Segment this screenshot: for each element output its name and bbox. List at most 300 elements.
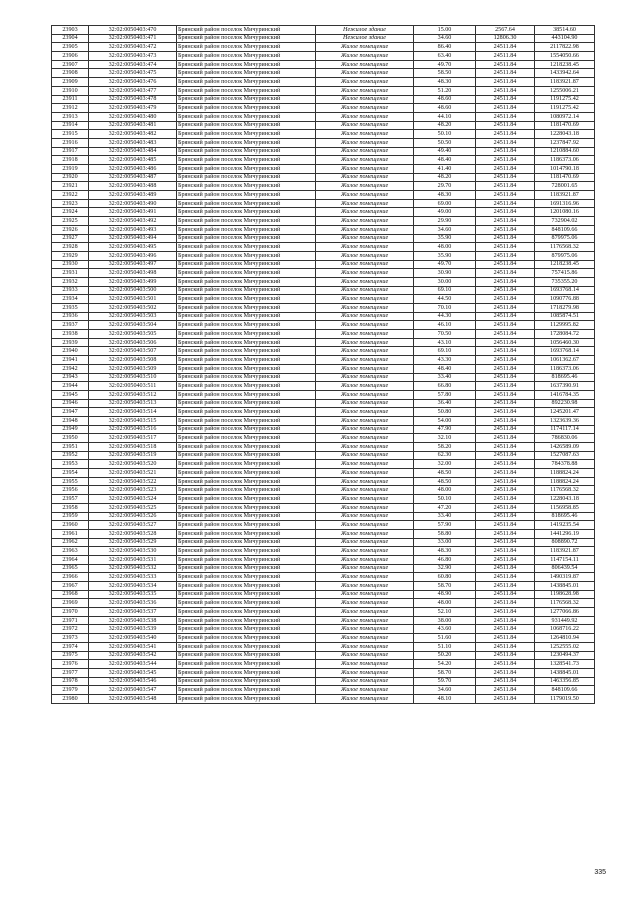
row-number-cell: 23952: [52, 451, 89, 460]
cadastral-value-cell: 1179019.50: [535, 694, 595, 703]
row-number-cell: 23938: [52, 330, 89, 339]
cadastral-number-cell: 32:02:0050403:474: [89, 60, 177, 69]
specific-value-cell: 24511.84: [476, 634, 535, 643]
specific-value-cell: 24511.84: [476, 138, 535, 147]
table-row: [52, 260, 595, 269]
area-cell: 32.00: [414, 460, 476, 469]
address-cell: Брянский район поселок Мичуринский: [177, 321, 316, 330]
table-row: [52, 668, 595, 677]
cadastral-value-cell: 1147154.11: [535, 555, 595, 564]
row-number-cell: 23943: [52, 373, 89, 382]
cadastral-value-cell: 1183921.87: [535, 547, 595, 556]
cadastral-number-cell: 32:02:0050403:522: [89, 477, 177, 486]
object-type-cell: Жилое помещение: [316, 451, 414, 460]
cadastral-value-cell: 1230494.37: [535, 651, 595, 660]
row-number-cell: 23974: [52, 642, 89, 651]
specific-value-cell: 24511.84: [476, 330, 535, 339]
table-row: [52, 590, 595, 599]
address-cell: Брянский район поселок Мичуринский: [177, 686, 316, 695]
specific-value-cell: 24511.84: [476, 486, 535, 495]
row-number-cell: 23980: [52, 694, 89, 703]
specific-value-cell: 24511.84: [476, 382, 535, 391]
row-number-cell: 23924: [52, 208, 89, 217]
cadastral-number-cell: 32:02:0050403:493: [89, 225, 177, 234]
area-cell: 30.90: [414, 269, 476, 278]
cadastral-number-cell: 32:02:0050403:502: [89, 304, 177, 313]
object-type-cell: Жилое помещение: [316, 573, 414, 582]
table-row: [52, 399, 595, 408]
row-number-cell: 23963: [52, 547, 89, 556]
specific-value-cell: 24511.84: [476, 625, 535, 634]
table-row: [52, 582, 595, 591]
table-row: [52, 321, 595, 330]
specific-value-cell: 24511.84: [476, 43, 535, 52]
cadastral-number-cell: 32:02:0050403:478: [89, 95, 177, 104]
cadastral-value-cell: 848109.66: [535, 225, 595, 234]
row-number-cell: 23978: [52, 677, 89, 686]
table-row: [52, 26, 595, 35]
address-cell: Брянский район поселок Мичуринский: [177, 660, 316, 669]
cadastral-value-cell: 1255006.21: [535, 86, 595, 95]
object-type-cell: Жилое помещение: [316, 217, 414, 226]
address-cell: Брянский район поселок Мичуринский: [177, 199, 316, 208]
cadastral-number-cell: 32:02:0050403:544: [89, 660, 177, 669]
cadastral-number-cell: 32:02:0050403:483: [89, 138, 177, 147]
cadastral-number-cell: 32:02:0050403:527: [89, 521, 177, 530]
area-cell: 46.10: [414, 321, 476, 330]
area-cell: 48.30: [414, 78, 476, 87]
object-type-cell: Жилое помещение: [316, 390, 414, 399]
object-type-cell: Жилое помещение: [316, 686, 414, 695]
area-cell: 70.10: [414, 304, 476, 313]
table-row: [52, 147, 595, 156]
area-cell: 58.70: [414, 668, 476, 677]
object-type-cell: Жилое помещение: [316, 69, 414, 78]
cadastral-number-cell: 32:02:0050403:517: [89, 434, 177, 443]
row-number-cell: 23927: [52, 234, 89, 243]
cadastral-number-cell: 32:02:0050403:528: [89, 529, 177, 538]
address-cell: Брянский район поселок Мичуринский: [177, 243, 316, 252]
cadastral-value-cell: 38514.60: [535, 26, 595, 35]
area-cell: 60.80: [414, 573, 476, 582]
row-number-cell: 23929: [52, 251, 89, 260]
address-cell: Брянский район поселок Мичуринский: [177, 269, 316, 278]
cadastral-number-cell: 32:02:0050403:520: [89, 460, 177, 469]
cadastral-value-cell: 1210884.60: [535, 147, 595, 156]
address-cell: Брянский район поселок Мичуринский: [177, 208, 316, 217]
cadastral-value-cell: 1191275.42: [535, 104, 595, 113]
area-cell: 49.70: [414, 260, 476, 269]
cadastral-number-cell: 32:02:0050403:540: [89, 634, 177, 643]
table-row: [52, 243, 595, 252]
cadastral-value-cell: 1191275.42: [535, 95, 595, 104]
address-cell: Брянский район поселок Мичуринский: [177, 43, 316, 52]
table-row: [52, 338, 595, 347]
object-type-cell: Жилое помещение: [316, 269, 414, 278]
cadastral-number-cell: 32:02:0050403:519: [89, 451, 177, 460]
specific-value-cell: 24511.84: [476, 590, 535, 599]
row-number-cell: 23932: [52, 277, 89, 286]
specific-value-cell: 24511.84: [476, 564, 535, 573]
row-number-cell: 23935: [52, 304, 89, 313]
specific-value-cell: 24511.84: [476, 199, 535, 208]
area-cell: 51.10: [414, 642, 476, 651]
cadastral-value-cell: 1186373.06: [535, 364, 595, 373]
address-cell: Брянский район поселок Мичуринский: [177, 538, 316, 547]
cadastral-number-cell: 32:02:0050403:490: [89, 199, 177, 208]
table-row: [52, 390, 595, 399]
specific-value-cell: 24511.84: [476, 677, 535, 686]
cadastral-value-cell: 1328541.73: [535, 660, 595, 669]
area-cell: 47.20: [414, 503, 476, 512]
cadastral-value-cell: 1174117.14: [535, 425, 595, 434]
specific-value-cell: 24511.84: [476, 555, 535, 564]
row-number-cell: 23969: [52, 599, 89, 608]
cadastral-value-cell: 1181470.69: [535, 173, 595, 182]
area-cell: 50.80: [414, 408, 476, 417]
cadastral-value-cell: 1188824.24: [535, 477, 595, 486]
cadastral-number-cell: 32:02:0050403:539: [89, 625, 177, 634]
cadastral-value-cell: 735355.20: [535, 277, 595, 286]
table-row: [52, 312, 595, 321]
table-row: [52, 503, 595, 512]
cadastral-value-cell: 1218238.45: [535, 260, 595, 269]
cadastral-number-cell: 32:02:0050403:484: [89, 147, 177, 156]
specific-value-cell: 24511.84: [476, 616, 535, 625]
row-number-cell: 23961: [52, 529, 89, 538]
cadastral-number-cell: 32:02:0050403:497: [89, 260, 177, 269]
specific-value-cell: 24511.84: [476, 225, 535, 234]
table-row: [52, 182, 595, 191]
table-row: [52, 86, 595, 95]
cadastral-value-cell: 879975.06: [535, 234, 595, 243]
area-cell: 32.90: [414, 564, 476, 573]
specific-value-cell: 24511.84: [476, 582, 535, 591]
area-cell: 66.80: [414, 382, 476, 391]
specific-value-cell: 24511.84: [476, 425, 535, 434]
cadastral-number-cell: 32:02:0050403:510: [89, 373, 177, 382]
row-number-cell: 23906: [52, 52, 89, 61]
specific-value-cell: 24511.84: [476, 338, 535, 347]
cadastral-number-cell: 32:02:0050403:516: [89, 425, 177, 434]
table-row: [52, 382, 595, 391]
cadastral-number-cell: 32:02:0050403:507: [89, 347, 177, 356]
address-cell: Брянский район поселок Мичуринский: [177, 78, 316, 87]
object-type-cell: Жилое помещение: [316, 338, 414, 347]
object-type-cell: Жилое помещение: [316, 182, 414, 191]
cadastral-value-table: [51, 25, 595, 704]
address-cell: Брянский район поселок Мичуринский: [177, 260, 316, 269]
specific-value-cell: 24511.84: [476, 660, 535, 669]
table-row: [52, 373, 595, 382]
row-number-cell: 23908: [52, 69, 89, 78]
cadastral-value-cell: 1181470.69: [535, 121, 595, 130]
area-cell: 86.40: [414, 43, 476, 52]
cadastral-number-cell: 32:02:0050403:541: [89, 642, 177, 651]
object-type-cell: Жилое помещение: [316, 356, 414, 365]
row-number-cell: 23950: [52, 434, 89, 443]
object-type-cell: Жилое помещение: [316, 599, 414, 608]
address-cell: Брянский район поселок Мичуринский: [177, 373, 316, 382]
table-row: [52, 599, 595, 608]
area-cell: 38.00: [414, 616, 476, 625]
cadastral-number-cell: 32:02:0050403:501: [89, 295, 177, 304]
cadastral-value-cell: 808890.72: [535, 538, 595, 547]
row-number-cell: 23904: [52, 34, 89, 43]
area-cell: 34.60: [414, 34, 476, 43]
object-type-cell: Жилое помещение: [316, 416, 414, 425]
cadastral-value-cell: 1323639.36: [535, 416, 595, 425]
table-row: [52, 686, 595, 695]
address-cell: Брянский район поселок Мичуринский: [177, 477, 316, 486]
address-cell: Брянский район поселок Мичуринский: [177, 512, 316, 521]
specific-value-cell: 24511.84: [476, 112, 535, 121]
cadastral-value-cell: 1426589.09: [535, 443, 595, 452]
table-row: [52, 112, 595, 121]
specific-value-cell: 24511.84: [476, 217, 535, 226]
cadastral-value-cell: 1554050.66: [535, 52, 595, 61]
object-type-cell: Жилое помещение: [316, 503, 414, 512]
table-row: [52, 330, 595, 339]
area-cell: 48.30: [414, 191, 476, 200]
cadastral-value-cell: 1637390.91: [535, 382, 595, 391]
address-cell: Брянский район поселок Мичуринский: [177, 642, 316, 651]
area-cell: 49.40: [414, 147, 476, 156]
table-row: [52, 43, 595, 52]
area-cell: 49.00: [414, 208, 476, 217]
area-cell: 35.90: [414, 251, 476, 260]
table-row: [52, 451, 595, 460]
row-number-cell: 23972: [52, 625, 89, 634]
cadastral-value-cell: 1264810.94: [535, 634, 595, 643]
address-cell: Брянский район поселок Мичуринский: [177, 434, 316, 443]
object-type-cell: Нежилое здание: [316, 34, 414, 43]
row-number-cell: 23951: [52, 443, 89, 452]
object-type-cell: Жилое помещение: [316, 78, 414, 87]
specific-value-cell: 24511.84: [476, 347, 535, 356]
address-cell: Брянский район поселок Мичуринский: [177, 555, 316, 564]
cadastral-value-cell: 818695.46: [535, 373, 595, 382]
cadastral-number-cell: 32:02:0050403:509: [89, 364, 177, 373]
row-number-cell: 23958: [52, 503, 89, 512]
cadastral-number-cell: 32:02:0050403:537: [89, 608, 177, 617]
cadastral-number-cell: 32:02:0050403:470: [89, 26, 177, 35]
specific-value-cell: 24511.84: [476, 251, 535, 260]
address-cell: Брянский район поселок Мичуринский: [177, 668, 316, 677]
cadastral-number-cell: 32:02:0050403:515: [89, 416, 177, 425]
specific-value-cell: 24511.84: [476, 694, 535, 703]
row-number-cell: 23954: [52, 469, 89, 478]
cadastral-number-cell: 32:02:0050403:485: [89, 156, 177, 165]
table-row: [52, 634, 595, 643]
area-cell: 50.50: [414, 138, 476, 147]
area-cell: 54.00: [414, 416, 476, 425]
address-cell: Брянский район поселок Мичуринский: [177, 564, 316, 573]
table-row: [52, 538, 595, 547]
object-type-cell: Жилое помещение: [316, 590, 414, 599]
table-row: [52, 364, 595, 373]
cadastral-value-cell: 1068716.22: [535, 625, 595, 634]
object-type-cell: Жилое помещение: [316, 512, 414, 521]
cadastral-value-cell: 1056460.30: [535, 338, 595, 347]
area-cell: 48.00: [414, 599, 476, 608]
address-cell: Брянский район поселок Мичуринский: [177, 338, 316, 347]
table-row: [52, 608, 595, 617]
cadastral-value-cell: 1183921.87: [535, 191, 595, 200]
cadastral-number-cell: 32:02:0050403:503: [89, 312, 177, 321]
cadastral-number-cell: 32:02:0050403:504: [89, 321, 177, 330]
specific-value-cell: 24511.84: [476, 69, 535, 78]
table-row: [52, 642, 595, 651]
area-cell: 48.20: [414, 173, 476, 182]
address-cell: Брянский район поселок Мичуринский: [177, 608, 316, 617]
address-cell: Брянский район поселок Мичуринский: [177, 225, 316, 234]
cadastral-number-cell: 32:02:0050403:545: [89, 668, 177, 677]
area-cell: 51.20: [414, 86, 476, 95]
table-row: [52, 208, 595, 217]
cadastral-value-cell: 1438845.01: [535, 582, 595, 591]
row-number-cell: 23968: [52, 590, 89, 599]
table-row: [52, 199, 595, 208]
address-cell: Брянский район поселок Мичуринский: [177, 399, 316, 408]
cadastral-value-cell: 1419235.54: [535, 521, 595, 530]
row-number-cell: 23979: [52, 686, 89, 695]
area-cell: 29.70: [414, 182, 476, 191]
cadastral-number-cell: 32:02:0050403:487: [89, 173, 177, 182]
table-row: [52, 304, 595, 313]
specific-value-cell: 24511.84: [476, 573, 535, 582]
object-type-cell: Жилое помещение: [316, 634, 414, 643]
specific-value-cell: 24511.84: [476, 312, 535, 321]
specific-value-cell: 12806.30: [476, 34, 535, 43]
cadastral-number-cell: 32:02:0050403:536: [89, 599, 177, 608]
cadastral-value-cell: 1693768.14: [535, 286, 595, 295]
address-cell: Брянский район поселок Мичуринский: [177, 486, 316, 495]
object-type-cell: Жилое помещение: [316, 130, 414, 139]
table-row: [52, 286, 595, 295]
cadastral-value-cell: 443104.90: [535, 34, 595, 43]
cadastral-value-cell: 1718279.98: [535, 304, 595, 313]
specific-value-cell: 24511.84: [476, 156, 535, 165]
cadastral-number-cell: 32:02:0050403:546: [89, 677, 177, 686]
cadastral-value-cell: 1176568.32: [535, 486, 595, 495]
row-number-cell: 23907: [52, 60, 89, 69]
cadastral-value-cell: 1014790.18: [535, 165, 595, 174]
cadastral-number-cell: 32:02:0050403:492: [89, 217, 177, 226]
specific-value-cell: 24511.84: [476, 642, 535, 651]
address-cell: Брянский район поселок Мичуринский: [177, 130, 316, 139]
cadastral-number-cell: 32:02:0050403:532: [89, 564, 177, 573]
specific-value-cell: 24511.84: [476, 121, 535, 130]
area-cell: 62.30: [414, 451, 476, 460]
cadastral-value-cell: 1228043.18: [535, 130, 595, 139]
row-number-cell: 23922: [52, 191, 89, 200]
address-cell: Брянский район поселок Мичуринский: [177, 330, 316, 339]
object-type-cell: Жилое помещение: [316, 138, 414, 147]
object-type-cell: Жилое помещение: [316, 382, 414, 391]
cadastral-number-cell: 32:02:0050403:481: [89, 121, 177, 130]
address-cell: Брянский район поселок Мичуринский: [177, 95, 316, 104]
address-cell: Брянский район поселок Мичуринский: [177, 121, 316, 130]
address-cell: Брянский район поселок Мичуринский: [177, 677, 316, 686]
cadastral-number-cell: 32:02:0050403:533: [89, 573, 177, 582]
area-cell: 29.90: [414, 217, 476, 226]
address-cell: Брянский район поселок Мичуринский: [177, 312, 316, 321]
area-cell: 48.50: [414, 469, 476, 478]
cadastral-number-cell: 32:02:0050403:531: [89, 555, 177, 564]
cadastral-number-cell: 32:02:0050403:472: [89, 43, 177, 52]
address-cell: Брянский район поселок Мичуринский: [177, 60, 316, 69]
area-cell: 58.70: [414, 582, 476, 591]
cadastral-number-cell: 32:02:0050403:526: [89, 512, 177, 521]
table-row: [52, 217, 595, 226]
cadastral-number-cell: 32:02:0050403:538: [89, 616, 177, 625]
specific-value-cell: 24511.84: [476, 460, 535, 469]
object-type-cell: Жилое помещение: [316, 460, 414, 469]
object-type-cell: Жилое помещение: [316, 660, 414, 669]
area-cell: 44.50: [414, 295, 476, 304]
object-type-cell: Жилое помещение: [316, 312, 414, 321]
cadastral-number-cell: 32:02:0050403:513: [89, 399, 177, 408]
area-cell: 48.60: [414, 104, 476, 113]
object-type-cell: Жилое помещение: [316, 330, 414, 339]
row-number-cell: 23947: [52, 408, 89, 417]
address-cell: Брянский район поселок Мичуринский: [177, 408, 316, 417]
cadastral-value-cell: 1090776.88: [535, 295, 595, 304]
cadastral-value-cell: 732904.02: [535, 217, 595, 226]
address-cell: Брянский район поселок Мичуринский: [177, 304, 316, 313]
cadastral-number-cell: 32:02:0050403:494: [89, 234, 177, 243]
address-cell: Брянский район поселок Мичуринский: [177, 234, 316, 243]
cadastral-value-cell: 1693768.14: [535, 347, 595, 356]
address-cell: Брянский район поселок Мичуринский: [177, 634, 316, 643]
specific-value-cell: 24511.84: [476, 147, 535, 156]
object-type-cell: Нежилое здание: [316, 26, 414, 35]
object-type-cell: Жилое помещение: [316, 191, 414, 200]
row-number-cell: 23953: [52, 460, 89, 469]
specific-value-cell: 24511.84: [476, 260, 535, 269]
cadastral-number-cell: 32:02:0050403:534: [89, 582, 177, 591]
cadastral-number-cell: 32:02:0050403:521: [89, 469, 177, 478]
object-type-cell: Жилое помещение: [316, 616, 414, 625]
specific-value-cell: 24511.84: [476, 243, 535, 252]
address-cell: Брянский район поселок Мичуринский: [177, 347, 316, 356]
cadastral-value-cell: 1463356.85: [535, 677, 595, 686]
row-number-cell: 23964: [52, 555, 89, 564]
specific-value-cell: 24511.84: [476, 451, 535, 460]
row-number-cell: 23941: [52, 356, 89, 365]
cadastral-value-cell: 1277066.86: [535, 608, 595, 617]
table-row: [52, 295, 595, 304]
address-cell: Брянский район поселок Мичуринский: [177, 165, 316, 174]
table-row: [52, 573, 595, 582]
row-number-cell: 23936: [52, 312, 89, 321]
area-cell: 43.30: [414, 356, 476, 365]
row-number-cell: 23942: [52, 364, 89, 373]
row-number-cell: 23926: [52, 225, 89, 234]
table-row: [52, 625, 595, 634]
address-cell: Брянский район поселок Мичуринский: [177, 469, 316, 478]
area-cell: 48.30: [414, 547, 476, 556]
cadastral-value-cell: 1237847.92: [535, 138, 595, 147]
address-cell: Брянский район поселок Мичуринский: [177, 147, 316, 156]
object-type-cell: Жилое помещение: [316, 121, 414, 130]
specific-value-cell: 24511.84: [476, 469, 535, 478]
area-cell: 50.10: [414, 130, 476, 139]
address-cell: Брянский район поселок Мичуринский: [177, 390, 316, 399]
area-cell: 47.90: [414, 425, 476, 434]
table-row: [52, 251, 595, 260]
